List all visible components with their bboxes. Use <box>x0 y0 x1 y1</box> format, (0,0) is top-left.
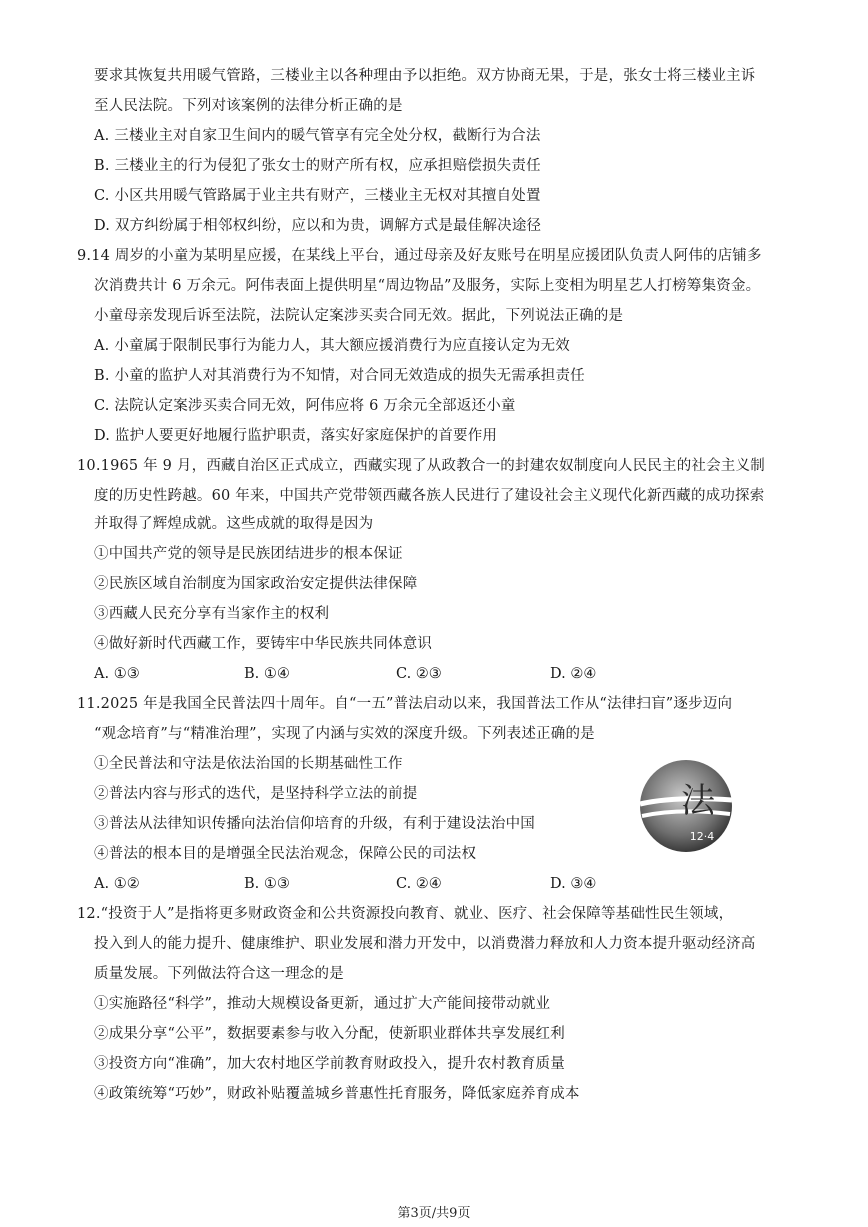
q10-statement-3: ③西藏人民充分享有当家作主的权利 <box>94 606 330 622</box>
q10-stem-line-1: 10.1965 年 9 月，西藏自治区正式成立，西藏实现了从政教合一的封建农奴制度向人民民主的社会主义制 <box>77 458 765 474</box>
q9-option-a: A. 小童属于限制民事行为能力人，其大额应援消费行为应直接认定为无效 <box>94 338 570 354</box>
q8-stem-line-2: 至人民法院。下列对该案例的法律分析正确的是 <box>94 98 403 114</box>
q12-stem-line-3: 质量发展。下列做法符合这一理念的是 <box>94 966 344 982</box>
q9-stem-line-1: 9.14 周岁的小童为某明星应援，在某线上平台，通过母亲及好友账号在明星应援团队负责人阿伟的店铺多 <box>77 248 762 264</box>
legal-day-logo-icon <box>636 756 736 856</box>
q11-statement-2: ②普法内容与形式的迭代，是坚持科学立法的前提 <box>94 786 418 802</box>
q8-option-b: B. 三楼业主的行为侵犯了张女士的财产所有权，应承担赔偿损失责任 <box>94 158 541 174</box>
q11-option-a: A. ①② <box>94 876 140 892</box>
page-number-footer: 第3页/共9页 <box>397 1206 471 1221</box>
q10-statement-1: ①中国共产党的领导是民族团结进步的根本保证 <box>94 546 403 562</box>
q8-option-c: C. 小区共用暖气管路属于业主共有财产，三楼业主无权对其擅自处置 <box>94 188 541 204</box>
q12-statement-4: ④政策统筹“巧妙”，财政补贴覆盖城乡普惠性托育服务，降低家庭养育成本 <box>94 1086 580 1102</box>
q11-option-b: B. ①③ <box>244 876 290 892</box>
q10-option-c: C. ②③ <box>396 666 442 682</box>
q11-option-d: D. ③④ <box>550 876 597 892</box>
q11-stem-line-2: “观念培育”与“精准治理”，实现了内涵与实效的深度升级。下列表述正确的是 <box>94 726 595 742</box>
q9-option-d: D. 监护人要更好地履行监护职责，落实好家庭保护的首要作用 <box>94 428 498 444</box>
q12-stem-line-1: 12.“投资于人”是指将更多财政资金和公共资源投向教育、就业、医疗、社会保障等基础性民生领域， <box>77 906 734 922</box>
q10-statement-2: ②民族区域自治制度为国家政治安定提供法律保障 <box>94 576 418 592</box>
q12-stem-line-2: 投入到人的能力提升、健康维护、职业发展和潜力开发中，以消费潜力释放和人力资本提升驱动经济高 <box>94 936 756 952</box>
q12-statement-2: ②成果分享“公平”，数据要素参与收入分配，使新职业群体共享发展红利 <box>94 1026 565 1042</box>
q11-stem-line-1: 11.2025 年是我国全民普法四十周年。自“一五”普法启动以来，我国普法工作从“法律扫盲”逐步迈向 <box>77 696 733 712</box>
q10-stem-line-2: 度的历史性跨越。60 年来，中国共产党带领西藏各族人民进行了建设社会主义现代化新西藏的成功探索 <box>94 488 765 504</box>
q8-stem-line-1: 要求其恢复共用暖气管路，三楼业主以各种理由予以拒绝。双方协商无果，于是，张女士将三楼业主诉 <box>94 68 756 84</box>
q11-statement-3: ③普法从法律知识传播向法治信仰培育的升级，有利于建设法治中国 <box>94 816 535 832</box>
q9-stem-line-2: 次消费共计 6 万余元。阿伟表面上提供明星“周边物品”及服务，实际上变相为明星艺人打榜筹集资金。 <box>94 278 761 294</box>
q9-option-b: B. 小童的监护人对其消费行为不知情，对合同无效造成的损失无需承担责任 <box>94 368 585 384</box>
q12-statement-3: ③投资方向“准确”，加大农村地区学前教育财政投入，提升农村教育质量 <box>94 1056 565 1072</box>
q11-statement-4: ④普法的根本目的是增强全民法治观念，保障公民的司法权 <box>94 846 477 862</box>
q8-option-a: A. 三楼业主对自家卫生间内的暖气管享有完全处分权，截断行为合法 <box>94 128 541 144</box>
q9-option-c: C. 法院认定案涉买卖合同无效，阿伟应将 6 万余元全部返还小童 <box>94 398 516 414</box>
q10-statement-4: ④做好新时代西藏工作，要铸牢中华民族共同体意识 <box>94 636 433 652</box>
q10-option-d: D. ②④ <box>550 666 597 682</box>
logo-glyph: 法 <box>681 781 715 821</box>
q11-option-c: C. ②④ <box>396 876 442 892</box>
q8-option-d: D. 双方纠纷属于相邻权纠纷，应以和为贵，调解方式是最佳解决途径 <box>94 218 542 234</box>
q9-stem-line-3: 小童母亲发现后诉至法院，法院认定案涉买卖合同无效。据此，下列说法正确的是 <box>94 308 624 324</box>
q10-stem-line-3: 并取得了辉煌成就。这些成就的取得是因为 <box>94 516 374 532</box>
q11-statement-1: ①全民普法和守法是依法治国的长期基础性工作 <box>94 756 403 772</box>
q12-statement-1: ①实施路径“科学”，推动大规模设备更新，通过扩大产能间接带动就业 <box>94 996 551 1012</box>
logo-caption: 12·4 <box>689 830 715 843</box>
q10-option-b: B. ①④ <box>244 666 290 682</box>
q10-option-a: A. ①③ <box>94 666 140 682</box>
